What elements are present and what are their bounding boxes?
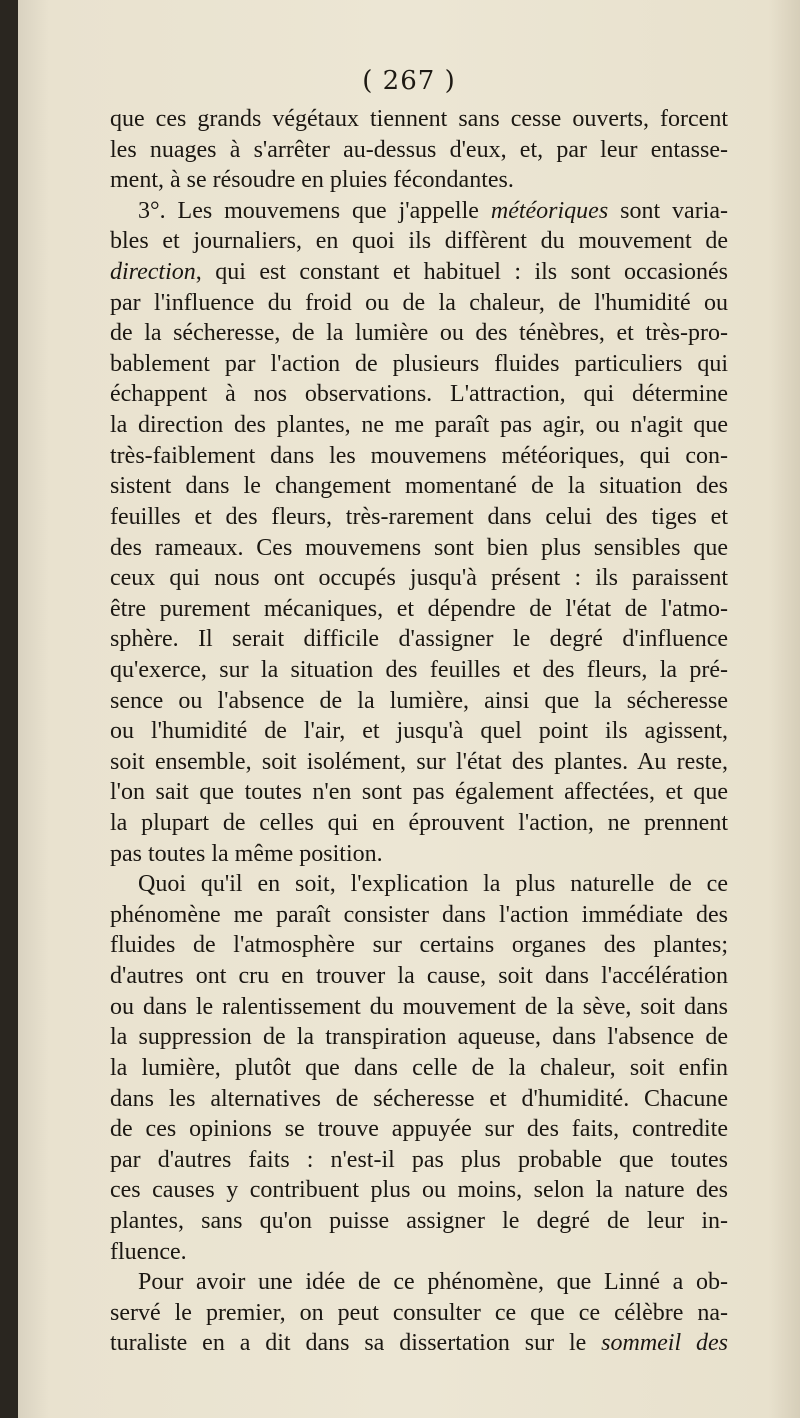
text-line: pas toutes la même position. bbox=[110, 840, 383, 867]
text-line bbox=[110, 196, 728, 227]
text-line: être purement mécaniques, et dépendre de l'état de l'atmo- bbox=[110, 595, 728, 622]
text-line: servé le premier, on peut consulter ce que ce célèbre na- bbox=[110, 1299, 728, 1326]
text-line: que ces grands végétaux tiennent sans cesse ouverts, forcent bbox=[110, 106, 728, 132]
italic-text: sommeil des bbox=[601, 1330, 728, 1357]
text-segment: sont varia- bbox=[608, 197, 728, 224]
text-line: bablement par l'action de plusieurs fluides particuliers qui bbox=[110, 350, 728, 377]
text-line: bles et journaliers, en quoi ils diffèrent du mouvement de bbox=[110, 228, 728, 255]
page-number: ( 267 ) bbox=[362, 66, 456, 96]
text-line: sphère. Il serait difficile d'assigner le degré d'influence bbox=[110, 626, 728, 653]
text-line: plantes, sans qu'on puisse assigner le degré de leur in- bbox=[110, 1207, 728, 1234]
text-line: fluence. bbox=[110, 1238, 187, 1265]
text-line bbox=[110, 1328, 728, 1359]
text-line bbox=[110, 257, 728, 288]
text-line: échappent à nos observations. L'attraction, qui détermine bbox=[110, 381, 728, 408]
italic-text: météoriques bbox=[490, 197, 609, 224]
text-line: phénomène me paraît consister dans l'action immédiate des bbox=[110, 901, 728, 928]
text-line: ment, à se résoudre en pluies fécondantes. bbox=[110, 167, 514, 194]
text-segment: 3°. Les mouvemens que j'appelle bbox=[138, 197, 491, 224]
text-line: très-faiblement dans les mouvemens météoriques, qui con- bbox=[110, 442, 728, 469]
text-line: ou dans le ralentissement du mouvement de la sève, soit dans bbox=[110, 993, 728, 1020]
text-segment: turaliste en a dit dans sa dissertation sur le bbox=[110, 1330, 602, 1357]
text-line: ou l'humidité de l'air, et jusqu'à quel point ils agissent, bbox=[110, 718, 728, 745]
text-line: d'autres ont cru en trouver la cause, soit dans l'accélération bbox=[110, 963, 728, 990]
text-line: par l'influence du froid ou de la chaleur, de l'humidité ou bbox=[110, 289, 728, 316]
text-line: sistent dans le changement momentané de la situation des bbox=[110, 473, 728, 500]
body-text bbox=[110, 104, 728, 1359]
text-line: Pour avoir une idée de ce phénomène, que Linné a ob- bbox=[138, 1269, 728, 1296]
italic-text: direction bbox=[110, 259, 196, 286]
book-page bbox=[18, 0, 800, 1418]
text-line: la lumière, plutôt que dans celle de la chaleur, soit enfin bbox=[110, 1054, 728, 1081]
text-line: les nuages à s'arrêter au-dessus d'eux, et, par leur entasse- bbox=[110, 136, 728, 163]
text-line: ces causes y contribuent plus ou moins, selon la nature des bbox=[110, 1177, 728, 1204]
text-line: l'on sait que toutes n'en sont pas également affectées, et que bbox=[110, 779, 728, 806]
text-line: fluides de l'atmosphère sur certains organes des plantes; bbox=[110, 932, 728, 959]
text-segment: , qui est constant et habituel : ils sont occasionés bbox=[195, 259, 728, 286]
text-line: la direction des plantes, ne me paraît pas agir, ou n'agit que bbox=[110, 412, 728, 439]
text-line: par d'autres faits : n'est-il pas plus probable que toutes bbox=[110, 1146, 728, 1173]
text-line: des rameaux. Ces mouvemens sont bien plus sensibles que bbox=[110, 534, 728, 561]
text-line: dans les alternatives de sécheresse et d'humidité. Chacune bbox=[110, 1085, 728, 1112]
text-line: sence ou l'absence de la lumière, ainsi que la sécheresse bbox=[110, 687, 728, 714]
text-line: de la sécheresse, de la lumière ou des ténèbres, et très-pro- bbox=[110, 320, 728, 347]
text-line: Quoi qu'il en soit, l'explication la plus naturelle de ce bbox=[138, 871, 728, 898]
text-line: de ces opinions se trouve appuyée sur des faits, contredite bbox=[110, 1116, 728, 1143]
text-line: soit ensemble, soit isolément, sur l'état des plantes. Au reste, bbox=[110, 748, 728, 775]
text-line: feuilles et des fleurs, très-rarement dans celui des tiges et bbox=[110, 503, 728, 530]
text-line: la plupart de celles qui en éprouvent l'action, ne prennent bbox=[110, 810, 728, 837]
text-line: qu'exerce, sur la situation des feuilles et des fleurs, la pré- bbox=[110, 656, 728, 683]
text-line: la suppression de la transpiration aqueuse, dans l'absence de bbox=[110, 1024, 728, 1051]
text-line: ceux qui nous ont occupés jusqu'à présent : ils paraissent bbox=[110, 565, 728, 592]
